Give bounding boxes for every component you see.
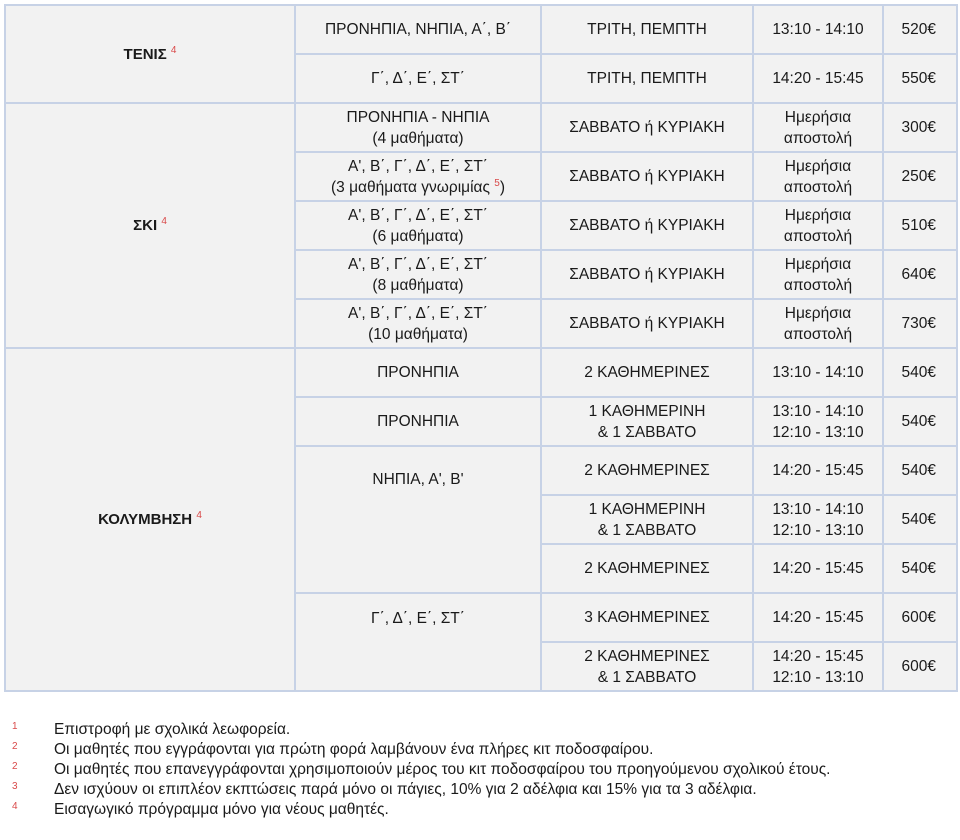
time-text: 13:10 - 14:10 <box>772 500 864 518</box>
grades-cell <box>295 299 541 348</box>
days-text: & 1 ΣΑΒΒΑΤΟ <box>597 668 697 686</box>
price-cell: 250€ <box>883 152 957 201</box>
footnote-number: 2 <box>12 741 18 752</box>
time-text: 14:20 - 15:45 <box>772 647 864 665</box>
price-cell: 600€ <box>883 593 957 642</box>
time-cell <box>753 250 883 299</box>
time-cell <box>753 299 883 348</box>
time-cell: 13:10 - 14:10 <box>753 348 883 397</box>
time-text: 12:10 - 13:10 <box>772 521 864 539</box>
grades-cell: ΝΗΠΙΑ, Α', Β' <box>295 446 541 593</box>
grades-cell <box>295 152 541 201</box>
days-cell: 2 ΚΑΘΗΜΕΡΙΝΕΣ <box>541 544 753 593</box>
grades-text: Α', Β΄, Γ΄, Δ΄, Ε΄, ΣΤ΄ <box>348 206 488 224</box>
grades-text: ΠΡΟΝΗΠΙΑ - ΝΗΠΙΑ <box>346 108 490 126</box>
days-cell: 2 ΚΑΘΗΜΕΡΙΝΕΣ <box>541 348 753 397</box>
grades-cell: Γ΄, Δ΄, Ε΄, ΣΤ΄ <box>295 593 541 691</box>
footnote-number: 3 <box>12 781 18 792</box>
price-cell: 300€ <box>883 103 957 152</box>
grades-cell: Γ΄, Δ΄, Ε΄, ΣΤ΄ <box>295 54 541 103</box>
footnote-ref: 4 <box>196 510 202 521</box>
time-cell <box>753 152 883 201</box>
time-text: αποστολή <box>783 129 853 147</box>
time-text: αποστολή <box>783 276 853 294</box>
activity-name: ΤΕΝΙΣ <box>123 45 167 63</box>
days-cell: ΣΑΒΒΑΤΟ ή ΚΥΡΙΑΚΗ <box>541 152 753 201</box>
footnotes <box>12 720 952 820</box>
price-cell: 540€ <box>883 397 957 446</box>
time-cell: 14:20 - 15:45 <box>753 54 883 103</box>
time-cell <box>753 495 883 544</box>
footnote <box>12 760 952 780</box>
footnote-text: Επιστροφή με σχολικά λεωφορεία. <box>54 721 291 738</box>
footnote-ref: 5 <box>494 177 500 189</box>
grades-cell <box>295 250 541 299</box>
footnote <box>12 780 952 800</box>
table-row <box>5 103 957 152</box>
grades-cell: ΠΡΟΝΗΠΙΑ, ΝΗΠΙΑ, Α΄, Β΄ <box>295 5 541 54</box>
footnote-text: Δεν ισχύουν οι επιπλέον εκπτώσεις παρά μόνο οι πάγιες, 10% για 2 αδέλφια και 15% για τα 3 αδέλφια. <box>54 781 757 798</box>
price-cell: 550€ <box>883 54 957 103</box>
lessons-text: (4 μαθήματα) <box>372 129 464 147</box>
price-cell: 510€ <box>883 201 957 250</box>
days-cell: 2 ΚΑΘΗΜΕΡΙΝΕΣ <box>541 446 753 495</box>
table-row <box>5 5 957 54</box>
price-cell: 600€ <box>883 642 957 691</box>
activity-name: ΚΟΛΥΜΒΗΣΗ <box>98 511 193 528</box>
days-cell <box>541 642 753 691</box>
days-text: 1 ΚΑΘΗΜΕΡΙΝΗ <box>588 500 706 518</box>
footnote <box>12 800 952 820</box>
grades-cell: ΠΡΟΝΗΠΙΑ <box>295 348 541 397</box>
price-cell: 730€ <box>883 299 957 348</box>
days-cell <box>541 397 753 446</box>
footnote-text: Οι μαθητές που επανεγγράφονται χρησιμοποιούν μέρος του κιτ ποδοσφαίρου του προηγούμενου σχολικού έτους. <box>54 761 831 778</box>
grades-text: Α', Β΄, Γ΄, Δ΄, Ε΄, ΣΤ΄ <box>348 304 488 322</box>
time-cell: 14:20 - 15:45 <box>753 544 883 593</box>
activities-price-table <box>4 4 958 692</box>
footnote-ref: 4 <box>170 44 177 56</box>
time-text: αποστολή <box>783 325 853 343</box>
days-cell: ΤΡΙΤΗ, ΠΕΜΠΤΗ <box>541 5 753 54</box>
days-text: & 1 ΣΑΒΒΑΤΟ <box>597 521 697 539</box>
time-text: 13:10 - 14:10 <box>772 402 864 420</box>
activity-cell-swimming <box>5 348 295 691</box>
price-cell: 640€ <box>883 250 957 299</box>
lessons-close: ) <box>499 178 505 196</box>
activity-name: ΣΚΙ <box>133 217 158 234</box>
grades-cell <box>295 201 541 250</box>
grades-cell: ΠΡΟΝΗΠΙΑ <box>295 397 541 446</box>
days-cell <box>541 495 753 544</box>
days-cell: ΣΑΒΒΑΤΟ ή ΚΥΡΙΑΚΗ <box>541 103 753 152</box>
activity-cell-tennis <box>5 5 295 103</box>
time-cell <box>753 201 883 250</box>
footnote-number: 4 <box>12 801 18 812</box>
days-cell: ΣΑΒΒΑΤΟ ή ΚΥΡΙΑΚΗ <box>541 201 753 250</box>
grades-text: Α', Β΄, Γ΄, Δ΄, Ε΄, ΣΤ΄ <box>348 157 488 175</box>
lessons-text: (6 μαθήματα) <box>372 227 464 245</box>
time-text: Ημερήσια <box>784 304 852 322</box>
footnote <box>12 720 952 740</box>
activity-cell-ski <box>5 103 295 348</box>
footnote-number: 2 <box>12 761 18 772</box>
days-text: 1 ΚΑΘΗΜΕΡΙΝΗ <box>588 402 706 420</box>
footnote <box>12 740 952 760</box>
time-text: 12:10 - 13:10 <box>772 423 864 441</box>
lessons-text: (10 μαθήματα) <box>368 325 468 343</box>
price-cell: 540€ <box>883 446 957 495</box>
lessons-text: (8 μαθήματα) <box>372 276 464 294</box>
time-text: Ημερήσια <box>784 255 852 273</box>
days-cell: 3 ΚΑΘΗΜΕΡΙΝΕΣ <box>541 593 753 642</box>
table-row <box>5 348 957 397</box>
days-text: 2 ΚΑΘΗΜΕΡΙΝΕΣ <box>584 647 710 665</box>
time-cell <box>753 642 883 691</box>
time-text: αποστολή <box>783 227 853 245</box>
time-cell <box>753 103 883 152</box>
grades-cell <box>295 103 541 152</box>
time-text: 12:10 - 13:10 <box>772 668 864 686</box>
price-cell: 540€ <box>883 348 957 397</box>
time-cell: 13:10 - 14:10 <box>753 5 883 54</box>
time-text: αποστολή <box>783 178 853 196</box>
footnote-number: 1 <box>12 721 18 732</box>
footnote-ref: 4 <box>161 216 167 227</box>
time-text: Ημερήσια <box>784 108 852 126</box>
footnote-text: Εισαγωγικό πρόγραμμα μόνο για νέους μαθητές. <box>54 801 389 818</box>
days-text: & 1 ΣΑΒΒΑΤΟ <box>597 423 697 441</box>
price-cell: 540€ <box>883 495 957 544</box>
time-cell: 14:20 - 15:45 <box>753 593 883 642</box>
days-cell: ΣΑΒΒΑΤΟ ή ΚΥΡΙΑΚΗ <box>541 299 753 348</box>
footnote-text: Οι μαθητές που εγγράφονται για πρώτη φορά λαμβάνουν ένα πλήρες κιτ ποδοσφαίρου. <box>54 741 654 758</box>
time-text: Ημερήσια <box>784 206 852 224</box>
price-cell: 520€ <box>883 5 957 54</box>
price-cell: 540€ <box>883 544 957 593</box>
time-cell <box>753 397 883 446</box>
lessons-text: (3 μαθήματα γνωριμίας <box>331 178 490 196</box>
grades-text: Α', Β΄, Γ΄, Δ΄, Ε΄, ΣΤ΄ <box>348 255 488 273</box>
days-cell: ΣΑΒΒΑΤΟ ή ΚΥΡΙΑΚΗ <box>541 250 753 299</box>
time-text: Ημερήσια <box>784 157 852 175</box>
time-cell: 14:20 - 15:45 <box>753 446 883 495</box>
days-cell: ΤΡΙΤΗ, ΠΕΜΠΤΗ <box>541 54 753 103</box>
